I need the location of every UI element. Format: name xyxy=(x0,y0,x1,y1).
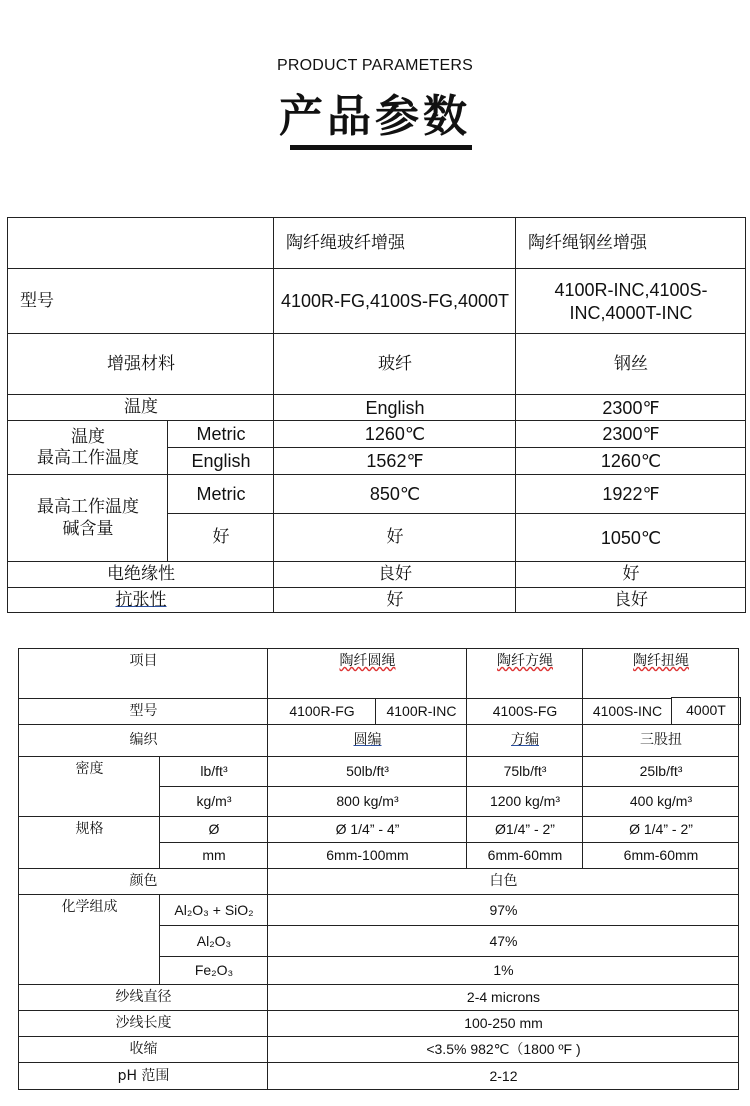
table2-color-label: 颜色 xyxy=(18,868,268,895)
table2-density-label: 密度 xyxy=(18,756,160,817)
table1-metric2-steelwire: 1922℉ xyxy=(515,474,746,514)
table2-yarn-diameter-label: 纱线直径 xyxy=(18,984,268,1011)
table2-spec-label: 规格 xyxy=(18,816,160,869)
table1-header-steelwire: 陶纤绳钢丝增强 xyxy=(515,217,746,269)
table2-spec-unit-diameter: Ø xyxy=(159,816,268,843)
page-title: 产品参数 xyxy=(279,91,471,142)
table1-english-glassfiber: 1562℉ xyxy=(273,447,516,475)
table2-spec-square-diameter: Ø1/4” - 2” xyxy=(466,816,583,843)
table1-reinforcement-steelwire: 钢丝 xyxy=(515,333,746,395)
table1-header-glassfiber: 陶纤绳玻纤增强 xyxy=(273,217,516,269)
table2-header-twist: 陶纤扭绳 xyxy=(633,653,689,669)
table1-temp-group-line1: 温度 xyxy=(71,426,105,447)
table1-good-steelwire: 1050℃ xyxy=(515,513,746,562)
table2-spec-twist-diameter: Ø 1/4” - 2” xyxy=(582,816,739,843)
table1-temp-group-label xyxy=(7,420,168,475)
table2-weave-twist: 三股扭 xyxy=(582,724,739,757)
table2-shrinkage-label: 收缩 xyxy=(18,1036,268,1063)
table2-yarn-length-label: 沙线长度 xyxy=(18,1010,268,1037)
table2-header-round-cell xyxy=(267,648,467,699)
title-underline xyxy=(290,145,472,150)
table2-weave-round: 圆编 xyxy=(353,732,382,749)
table1-reinforcement-label: 增强材料 xyxy=(7,333,274,395)
table2-spec-unit-mm: mm xyxy=(159,842,268,869)
table1-tensile-label-cell xyxy=(7,587,274,613)
table1-tensile-label: 抗张性 xyxy=(115,589,167,610)
table1-alkali-group-label xyxy=(7,474,168,562)
page-subtitle-en: PRODUCT PARAMETERS xyxy=(277,57,473,74)
table1-tensile-glassfiber: 好 xyxy=(273,587,516,613)
table1-english-sub: English xyxy=(167,447,274,475)
table2-chem-label: 化学组成 xyxy=(18,894,160,985)
table2-spec-twist-mm: 6mm-60mm xyxy=(582,842,739,869)
table1-good-sub: 好 xyxy=(167,513,274,562)
table2-header-round: 陶纤圆绳 xyxy=(339,653,396,669)
table1-metric-steelwire: 2300℉ xyxy=(515,420,746,448)
table2-yarn-length-value: 100-250 mm xyxy=(267,1010,739,1037)
table1-english-steelwire: 1260℃ xyxy=(515,447,746,475)
table1-temperature-steelwire: 2300℉ xyxy=(515,394,746,421)
table2-model-4100s-fg: 4100S-FG xyxy=(466,698,583,725)
table2-density-square-kgm3: 1200 kg/m³ xyxy=(466,786,583,817)
table2-weave-label: 编织 xyxy=(18,724,268,757)
table2-weave-square-cell xyxy=(466,724,583,757)
table2-ph-label: pH 范围 xyxy=(18,1062,268,1090)
table2-model-4000t: 4000T xyxy=(671,697,741,725)
table2-chem-fe2o3-value: 1% xyxy=(267,956,739,985)
table2-spec-round-mm: 6mm-100mm xyxy=(267,842,467,869)
table1-metric2-sub: Metric xyxy=(167,474,274,514)
table2-density-unit-lbft3: lb/ft³ xyxy=(159,756,268,787)
table1-insulation-steelwire: 好 xyxy=(515,561,746,588)
table1-alkali-group-line1: 最高工作温度 xyxy=(37,497,139,518)
table2-density-twist-lbft3: 25lb/ft³ xyxy=(582,756,739,787)
table2-color-value: 白色 xyxy=(267,868,739,895)
table1-alkali-group-line2: 碱含量 xyxy=(62,518,114,539)
table1-insulation-label: 电绝缘性 xyxy=(7,561,274,588)
table2-spec-square-mm: 6mm-60mm xyxy=(466,842,583,869)
table1-header-empty xyxy=(7,217,274,269)
table2-model-4100r-inc: 4100R-INC xyxy=(375,698,467,725)
table2-density-round-lbft3: 50lb/ft³ xyxy=(267,756,467,787)
table2-density-square-lbft3: 75lb/ft³ xyxy=(466,756,583,787)
table1-temp-group-line2: 最高工作温度 xyxy=(37,448,139,468)
table1-temperature-label: 温度 xyxy=(7,394,274,421)
table2-chem-al2o3-value: 47% xyxy=(267,925,739,957)
table1-model-label: 型号 xyxy=(7,268,274,334)
table2-density-round-kgm3: 800 kg/m³ xyxy=(267,786,467,817)
table1-model-glassfiber: 4100R-FG,4100S-FG,4000T xyxy=(273,268,516,334)
table2-weave-square: 方编 xyxy=(511,732,539,749)
table1-tensile-steelwire: 良好 xyxy=(515,587,746,613)
table2-header-twist-cell xyxy=(582,648,739,699)
table2-header-item: 项目 xyxy=(18,648,268,699)
table2-chem-al2o3-sio2-value: 97% xyxy=(267,894,739,926)
table1-good-glassfiber: 好 xyxy=(273,513,516,562)
table1-temperature-glassfiber: English xyxy=(273,394,516,421)
table2-model-4100s-inc: 4100S-INC xyxy=(582,698,672,725)
table2-ph-value: 2-12 xyxy=(267,1062,739,1090)
table1-model-steelwire: 4100R-INC,4100S-INC,4000T-INC xyxy=(515,268,746,334)
table1-metric-sub: Metric xyxy=(167,420,274,448)
table2-model-label: 型号 xyxy=(18,698,268,725)
table2-model-4100r-fg: 4100R-FG xyxy=(267,698,376,725)
table2-spec-round-diameter: Ø 1/4” - 4” xyxy=(267,816,467,843)
table1-metric2-glassfiber: 850℃ xyxy=(273,474,516,514)
table2-header-square: 陶纤方绳 xyxy=(497,653,553,669)
table2-shrinkage-value: <3.5% 982℃（1800 ºF ) xyxy=(267,1036,739,1063)
table2-density-twist-kgm3: 400 kg/m³ xyxy=(582,786,739,817)
table2-header-square-cell xyxy=(466,648,583,699)
table2-chem-fe2o3: Fe₂O₃ xyxy=(159,956,268,985)
table2-density-unit-kgm3: kg/m³ xyxy=(159,786,268,817)
table2-chem-al2o3-sio2: Al₂O₃ + SiO₂ xyxy=(159,894,268,926)
table2-chem-al2o3: Al₂O₃ xyxy=(159,925,268,957)
table2-weave-round-cell xyxy=(267,724,467,757)
table1-reinforcement-glassfiber: 玻纤 xyxy=(273,333,516,395)
table1-insulation-glassfiber: 良好 xyxy=(273,561,516,588)
table1-metric-glassfiber: 1260℃ xyxy=(273,420,516,448)
table2-yarn-diameter-value: 2-4 microns xyxy=(267,984,739,1011)
